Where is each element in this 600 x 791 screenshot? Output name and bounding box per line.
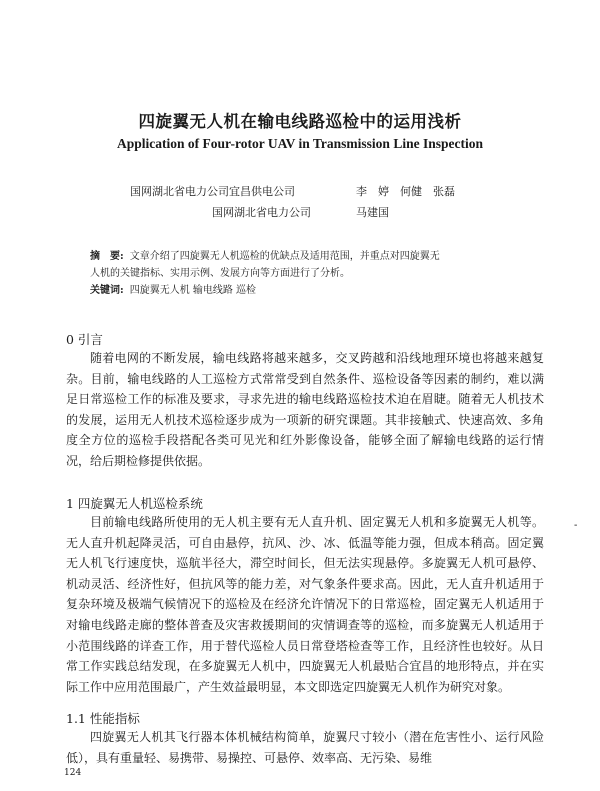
section-heading-introduction: 0 引言	[66, 332, 103, 347]
introduction-paragraph: 随着电网的不断发展，输电线路将越来越多，交叉跨越和沿线地理环境也将越来越复杂。目前，输电线路的人工巡检方式常常受到自然条件、巡检设备等因素的制约，难以满足日常巡检工作的标准及要求，寻求先进的输电线路巡检技术迫在眉睫。随着无人机技术的发展，运用无人机技术巡检逐步成为一项新的研究课题。其非接触式、快速高效、多角度全方位的巡检手段搭配各类可见光和红外影像设备，能够全面了解输电线路的运行情况，给后期检修提供依据。	[66, 351, 544, 468]
abstract-text-2: 人机的关键指标、实用示例、发展方向等方面进行了分析。	[90, 268, 350, 279]
introduction-body	[66, 348, 544, 472]
keywords-line	[90, 282, 500, 299]
performance-body	[66, 727, 544, 768]
system-paragraph: 目前输电线路所使用的无人机主要有无人直升机、固定翼无人机和多旋翼无人机等。无人直升机起降灵活，可自由悬停，抗风、沙、冰、低温等能力强，但成本稍高。固定翼无人机飞行速度快，巡航半径大，滞空时间长，但无法实现悬停。多旋翼无人机可悬停、机动灵活、经济性好，但抗风等的能力差，对气象条件要求高。因此，无人直升机适用于复杂环境及极端气候情况下的巡检及在经济允许情况下的日常巡检，固定翼无人机适用于对输电线路走廊的整体普查及灾害救援期间的灾情调查等的巡检，而多旋翼无人机适用于小范围线路的详查工作，用于替代巡检人员日常登塔检查等工作，且经济性也较好。从日常工作实践总结发现，在多旋翼无人机中，四旋翼无人机最贴合宜昌的地形特点，并在实际工作中应用范围最广，产生效益最明显，本文即选定四旋翼无人机作为研究对象。	[66, 515, 544, 694]
section-heading-system: 1 四旋翼无人机巡检系统	[66, 496, 203, 511]
author-affiliation-2: 国网湖北省电力公司	[212, 206, 311, 219]
paper-title-english: Application of Four-rotor UAV in Transmission Line Inspection	[117, 136, 483, 151]
abstract-text-1: 文章介绍了四旋翼无人机巡检的优缺点及适用范围，并重点对四旋翼无	[129, 251, 440, 262]
abstract-line-1	[90, 248, 500, 265]
paper-title-chinese: 四旋翼无人机在输电线路巡检中的运用浅析	[138, 112, 462, 131]
performance-paragraph: 四旋翼无人机其飞行器本体机械结构简单，旋翼尺寸较小（潜在危害性小、运行风险低），具有重量轻、易携带、易操控、可悬停、效率高、无污染、易维	[66, 730, 544, 765]
author-names-1: 李 婷 何健 张磊	[356, 185, 455, 198]
margin-mark: -	[574, 520, 578, 531]
keywords-label: 关键词:	[90, 285, 124, 296]
abstract-label: 摘 要:	[90, 251, 124, 262]
author-affiliation-1: 国网湖北省电力公司宜昌供电公司	[130, 185, 295, 198]
section-heading-performance: 1.1 性能指标	[66, 711, 140, 726]
keywords-text: 四旋翼无人机 输电线路 巡检	[129, 285, 257, 296]
abstract-block	[90, 248, 500, 299]
author-names-2: 马建国	[356, 206, 389, 219]
system-body	[66, 512, 544, 697]
page-number: 124	[64, 768, 82, 778]
